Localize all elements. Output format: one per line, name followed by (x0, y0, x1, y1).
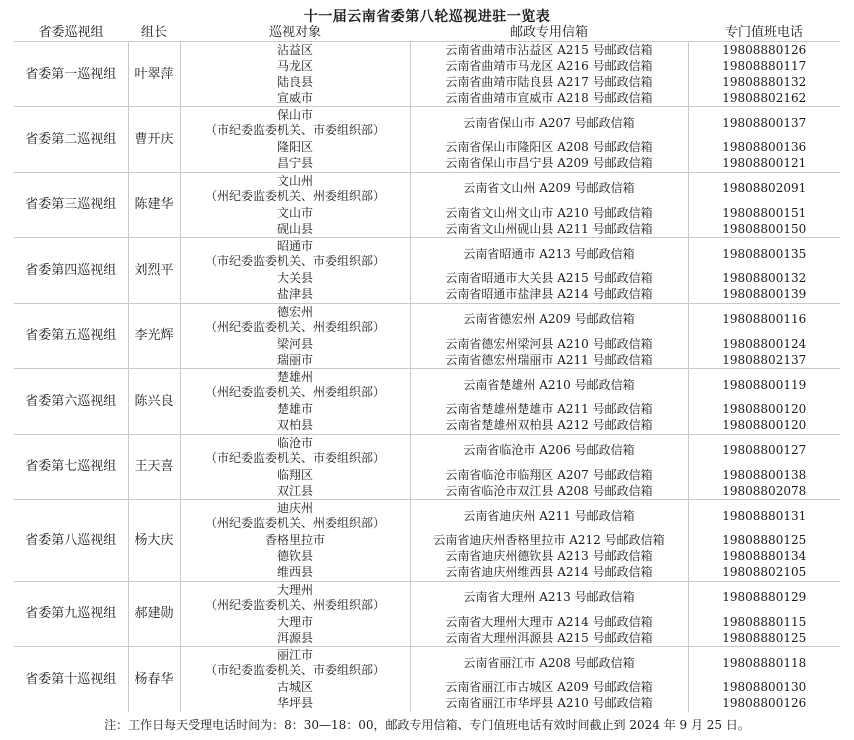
header-group: 省委巡视组 (14, 25, 128, 42)
leader-cell: 刘烈平 (128, 238, 180, 304)
phone-cell: 19808800150 (722, 221, 807, 236)
target-name: 大理市 (276, 614, 313, 629)
target-name: 德宏州 (276, 304, 313, 319)
target-cell (180, 500, 410, 533)
phone-cell: 19808880129 (688, 581, 840, 614)
target-name: 洱源县 (276, 630, 313, 645)
target-cell (180, 402, 410, 418)
phone-cell: 19808800116 (688, 303, 840, 336)
phone-cell: 19808800139 (722, 287, 807, 301)
target-cell (180, 156, 410, 173)
phone-cell: 19808880131 (688, 500, 840, 533)
header-mailbox: 邮政专用信箱 (410, 25, 688, 42)
target-cell (180, 271, 410, 287)
target-cell (180, 287, 410, 304)
target-name: 德钦县 (276, 549, 313, 563)
phone-cell: 19808880126 (722, 42, 807, 57)
target-name: 梁河县 (276, 336, 313, 351)
mailbox-cell: 云南省文山州砚山县 A211 号邮政信箱 (410, 221, 688, 238)
page-title: 十一届云南省委第八轮巡视进驻一览表 (303, 9, 551, 25)
target-name: 双江县 (276, 483, 313, 498)
mailbox-cell: 云南省昭通市 A213 号邮政信箱 (410, 238, 688, 271)
phone-cell: 19808800127 (688, 434, 840, 467)
target-detail: （州纪委监委机关、州委组织部） (204, 516, 385, 531)
mailbox-cell: 云南省保山市昌宁县 A209 号邮政信箱 (410, 156, 688, 173)
phone-cell: 19808800119 (688, 369, 840, 402)
mailbox-cell: 云南省楚雄州 A210 号邮政信箱 (410, 369, 688, 402)
target-cell (180, 140, 410, 156)
phone-cell: 19808802105 (722, 565, 807, 579)
leader-cell: 陈建华 (128, 172, 180, 238)
phone-cell: 19808800121 (722, 156, 807, 170)
table-body (14, 42, 840, 712)
target-detail: （州纪委监委机关、州委组织部） (204, 188, 385, 203)
phone-cell: 19808880125 (722, 630, 807, 645)
table-row (14, 172, 840, 205)
mailbox-cell: 云南省曲靖市马龙区 A216 号邮政信箱 (410, 58, 688, 74)
mailbox-cell: 云南省临沧市 A206 号邮政信箱 (410, 434, 688, 467)
target-name: 维西县 (276, 565, 313, 579)
target-detail: （州纪委监委机关、州委组织部） (204, 319, 385, 334)
target-name: 大理州 (276, 582, 313, 597)
phone-cell: 19808802162 (722, 90, 807, 105)
mailbox-cell: 云南省曲靖市宣威市 A218 号邮政信箱 (410, 90, 688, 107)
target-detail: （市纪委监委机关、市委组织部） (204, 663, 385, 678)
leader-cell: 李光辉 (128, 303, 180, 369)
phone-cell: 19808800136 (722, 140, 807, 154)
target-name: 临翔区 (276, 467, 313, 482)
mailbox-cell: 云南省迪庆州德钦县 A213 号邮政信箱 (410, 549, 688, 565)
group-name-cell: 省委第五巡视组 (14, 303, 128, 369)
phone-cell: 19808802078 (722, 483, 807, 498)
phone-cell: 19808880134 (722, 549, 807, 563)
mailbox-cell: 云南省昭通市盐津县 A214 号邮政信箱 (410, 287, 688, 304)
leader-cell: 叶翠萍 (128, 42, 180, 107)
mailbox-cell: 云南省丽江市 A208 号邮政信箱 (410, 647, 688, 680)
target-name: 临沧市 (276, 435, 313, 450)
target-cell (180, 581, 410, 614)
table-row (14, 647, 840, 680)
target-cell (180, 434, 410, 467)
group-name-cell: 省委第四巡视组 (14, 238, 128, 304)
target-name: 陆良县 (276, 74, 313, 89)
leader-cell: 曹开庆 (128, 107, 180, 173)
target-cell (180, 238, 410, 271)
group-name-cell: 省委第十巡视组 (14, 647, 128, 712)
target-cell (180, 483, 410, 500)
mailbox-cell: 云南省大理州大理市 A214 号邮政信箱 (410, 614, 688, 630)
target-cell (180, 565, 410, 582)
target-detail: （市纪委监委机关、市委组织部） (204, 123, 385, 138)
table-row (14, 42, 840, 59)
phone-cell: 19808880118 (688, 647, 840, 680)
target-cell (180, 630, 410, 647)
target-name: 隆阳区 (276, 140, 313, 154)
mailbox-cell: 云南省昭通市大关县 A215 号邮政信箱 (410, 271, 688, 287)
phone-cell: 19808800130 (722, 680, 807, 694)
table-row (14, 434, 840, 467)
mailbox-cell: 云南省文山州 A209 号邮政信箱 (410, 172, 688, 205)
table-row (14, 500, 840, 533)
mailbox-cell: 云南省保山市 A207 号邮政信箱 (410, 107, 688, 140)
target-cell (180, 74, 410, 90)
group-name-cell: 省委第九巡视组 (14, 581, 128, 647)
target-detail: （州纪委监委机关、州委组织部） (204, 385, 385, 400)
phone-cell: 19808802137 (722, 352, 807, 367)
target-cell (180, 205, 410, 221)
phone-cell: 19808800151 (722, 205, 807, 220)
phone-cell: 19808800120 (722, 418, 807, 432)
target-cell (180, 172, 410, 205)
target-name: 马龙区 (276, 58, 313, 73)
mailbox-cell: 云南省保山市隆阳区 A208 号邮政信箱 (410, 140, 688, 156)
header-phone: 专门值班电话 (688, 25, 840, 42)
target-name: 昌宁县 (276, 156, 313, 170)
footnote: 注：工作日每天受理电话时间为：8：30—18：00，邮政专用信箱、专门值班电话有效时间截止到 2024 年 9 月 25 日。 (104, 718, 750, 732)
phone-cell: 19808800120 (722, 402, 807, 416)
mailbox-cell: 云南省丽江市古城区 A209 号邮政信箱 (410, 680, 688, 696)
phone-cell: 19808800135 (688, 238, 840, 271)
target-name: 古城区 (276, 680, 313, 694)
leader-cell: 杨大庆 (128, 500, 180, 582)
target-cell (180, 58, 410, 74)
phone-cell: 19808880115 (722, 614, 807, 629)
mailbox-cell: 云南省大理州洱源县 A215 号邮政信箱 (410, 630, 688, 647)
target-name: 沾益区 (276, 42, 313, 57)
target-detail: （市纪委监委机关、市委组织部） (204, 450, 385, 465)
phone-cell: 19808880132 (722, 74, 807, 89)
target-cell (180, 647, 410, 680)
group-name-cell: 省委第三巡视组 (14, 172, 128, 238)
leader-cell: 王天喜 (128, 434, 180, 500)
mailbox-cell: 云南省德宏州梁河县 A210 号邮政信箱 (410, 336, 688, 352)
target-name: 丽江市 (276, 648, 313, 663)
phone-cell: 19808880125 (722, 533, 807, 547)
target-name: 华坪县 (276, 696, 313, 710)
target-detail: （市纪委监委机关、市委组织部） (204, 254, 385, 269)
phone-cell: 19808800124 (722, 336, 807, 351)
leader-cell: 杨春华 (128, 647, 180, 712)
table-header-row (14, 25, 840, 42)
group-name-cell: 省委第六巡视组 (14, 369, 128, 435)
mailbox-cell: 云南省大理州 A213 号邮政信箱 (410, 581, 688, 614)
target-cell (180, 418, 410, 435)
mailbox-cell: 云南省楚雄州楚雄市 A211 号邮政信箱 (410, 402, 688, 418)
mailbox-cell: 云南省曲靖市沾益区 A215 号邮政信箱 (410, 42, 688, 59)
mailbox-cell: 云南省文山州文山市 A210 号邮政信箱 (410, 205, 688, 221)
target-name: 昭通市 (276, 239, 313, 254)
target-cell (180, 303, 410, 336)
target-name: 宣威市 (276, 90, 313, 105)
target-name: 盐津县 (276, 287, 313, 301)
target-cell (180, 107, 410, 140)
mailbox-cell: 云南省曲靖市陆良县 A217 号邮政信箱 (410, 74, 688, 90)
target-name: 迪庆州 (276, 501, 313, 516)
phone-cell: 19808880117 (722, 58, 807, 73)
target-name: 瑞丽市 (276, 352, 313, 367)
target-cell (180, 352, 410, 369)
leader-cell: 陈兴良 (128, 369, 180, 435)
target-name: 保山市 (276, 108, 313, 123)
inspection-table (14, 25, 840, 712)
mailbox-cell: 云南省临沧市临翔区 A207 号邮政信箱 (410, 467, 688, 483)
target-name: 文山市 (276, 205, 313, 220)
table-row (14, 369, 840, 402)
target-cell (180, 680, 410, 696)
target-name: 大关县 (276, 271, 313, 285)
target-cell (180, 549, 410, 565)
target-cell (180, 336, 410, 352)
table-row (14, 107, 840, 140)
group-name-cell: 省委第八巡视组 (14, 500, 128, 582)
mailbox-cell: 云南省楚雄州双柏县 A212 号邮政信箱 (410, 418, 688, 435)
target-name: 砚山县 (276, 221, 313, 236)
target-cell (180, 90, 410, 107)
phone-cell: 19808802091 (688, 172, 840, 205)
mailbox-cell: 云南省丽江市华坪县 A210 号邮政信箱 (410, 696, 688, 712)
group-name-cell: 省委第七巡视组 (14, 434, 128, 500)
phone-cell: 19808800132 (722, 271, 807, 285)
target-cell (180, 42, 410, 59)
target-cell (180, 221, 410, 238)
target-name: 文山州 (276, 173, 313, 188)
target-cell (180, 696, 410, 712)
target-cell (180, 533, 410, 549)
phone-cell: 19808800137 (688, 107, 840, 140)
table-row (14, 303, 840, 336)
table-row (14, 238, 840, 271)
phone-cell: 19808800126 (722, 696, 807, 710)
target-detail: （州纪委监委机关、州委组织部） (204, 597, 385, 612)
mailbox-cell: 云南省迪庆州维西县 A214 号邮政信箱 (410, 565, 688, 582)
group-name-cell: 省委第二巡视组 (14, 107, 128, 173)
group-name-cell: 省委第一巡视组 (14, 42, 128, 107)
header-leader: 组长 (128, 25, 180, 42)
target-name: 双柏县 (276, 418, 313, 432)
target-cell (180, 369, 410, 402)
mailbox-cell: 云南省德宏州瑞丽市 A211 号邮政信箱 (410, 352, 688, 369)
target-name: 楚雄州 (276, 370, 313, 385)
mailbox-cell: 云南省德宏州 A209 号邮政信箱 (410, 303, 688, 336)
target-name: 楚雄市 (276, 402, 313, 416)
target-cell (180, 614, 410, 630)
target-name: 香格里拉市 (264, 533, 325, 547)
header-target: 巡视对象 (180, 25, 410, 42)
mailbox-cell: 云南省迪庆州香格里拉市 A212 号邮政信箱 (410, 533, 688, 549)
mailbox-cell: 云南省迪庆州 A211 号邮政信箱 (410, 500, 688, 533)
phone-cell: 19808800138 (722, 467, 807, 482)
table-row (14, 581, 840, 614)
target-cell (180, 467, 410, 483)
mailbox-cell: 云南省临沧市双江县 A208 号邮政信箱 (410, 483, 688, 500)
leader-cell: 郝建勋 (128, 581, 180, 647)
